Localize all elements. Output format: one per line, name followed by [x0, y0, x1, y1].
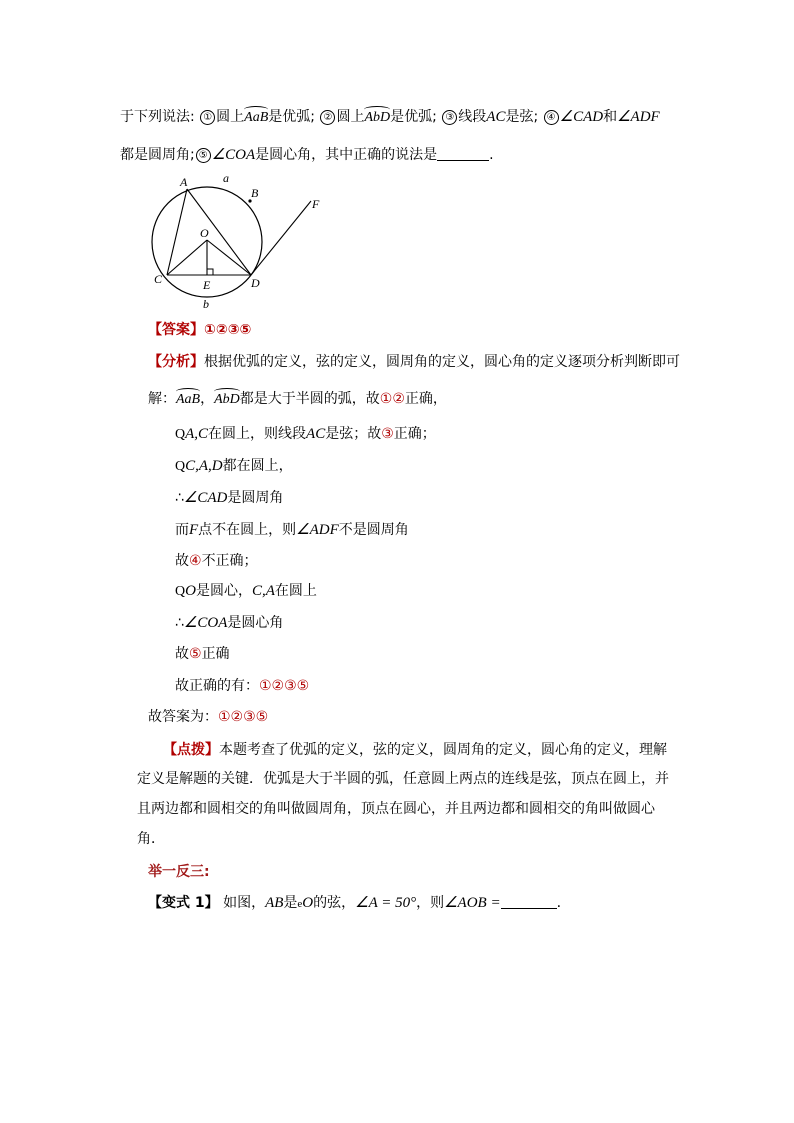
label-arc-a: a [223, 171, 229, 185]
solution-sep: ， [200, 391, 215, 407]
solution-line-10 [175, 677, 309, 695]
angle-coa-2: ∠COA [183, 615, 228, 631]
practice-t1: 如图， [218, 895, 266, 911]
solution-l11-prefix: 故答案为： [148, 709, 218, 725]
item-1-tail: 是优弧; [268, 109, 315, 125]
angle-cad: ∠CAD [559, 109, 604, 125]
item-4-number: ④ [544, 110, 559, 125]
solution-line-7 [175, 582, 317, 601]
item-1-number: ① [200, 110, 215, 125]
tip-text-3: 且两边都和圆相交的角叫做圆周角，顶点在圆心，并且两边都和圆相交的角叫做圆心 [137, 801, 655, 817]
because-symbol: Q [175, 584, 186, 599]
circle-symbol: e [297, 898, 303, 910]
solution-arc-abd: AbD [214, 392, 240, 407]
angle-adf: ∠ADF [617, 109, 660, 125]
answer-value: ①②③⑤ [204, 322, 252, 338]
answer-line [148, 321, 251, 339]
solution-l7-mid: 是圆心， [195, 583, 252, 599]
practice-heading: 举一反三: [148, 864, 210, 880]
question-line2-prefix: 都是圆周角; [120, 147, 195, 163]
practice-end-dot: . [556, 895, 562, 911]
label-arc-b: b [203, 297, 209, 311]
solution-l10-nums: ①②③⑤ [259, 678, 310, 694]
tip-line-2 [137, 770, 669, 788]
item-3-number: ③ [442, 110, 457, 125]
answer-blank [437, 146, 489, 161]
solution-l1-tail: 正确， [404, 391, 447, 407]
item-2-tail: 是优弧; [390, 109, 437, 125]
solution-l8-tail: 是圆心角 [227, 615, 284, 631]
item-1-text: 圆上 [216, 109, 245, 125]
solution-line-5 [175, 521, 409, 539]
angle-aob: ∠AOB = [444, 895, 501, 911]
solution-line-4 [175, 489, 283, 507]
solution-l2-num: ③ [381, 426, 394, 442]
tip-tag: 【点拨】 [163, 742, 219, 758]
tip-line-4 [137, 830, 165, 848]
chord-ad [187, 189, 251, 275]
item-3-text: 线段 [458, 109, 487, 125]
solution-l10-prefix: 故正确的有： [175, 678, 259, 694]
item-3-tail: 是弦; [505, 109, 539, 125]
solution-l2-mid2: 是弦；故 [325, 426, 382, 442]
question-prefix: 于下列说法: [120, 109, 195, 125]
answer-tag: 【答案】 [148, 322, 204, 338]
arc-abd: AbD [364, 110, 391, 125]
solution-l9-prefix: 故 [175, 646, 189, 662]
circle-figure [145, 165, 335, 315]
point-o: O [185, 583, 196, 599]
tip-text-4: 角． [137, 831, 165, 847]
solution-l1-mid: 都是大于半圆的弧，故 [239, 391, 380, 407]
solution-l9-tail: 正确 [201, 646, 230, 662]
solution-arc-aab: AaB [176, 392, 201, 407]
angle-a-value: ∠A = 50° [355, 895, 417, 911]
line-df [251, 201, 311, 275]
point-f: F [189, 522, 199, 538]
label-f: F [312, 197, 320, 211]
practice-t4: ，则 [416, 895, 445, 911]
tip-line-1 [163, 741, 667, 759]
points-cad: C,A,D [185, 458, 223, 474]
solution-line-11 [148, 708, 268, 726]
end-dot: . [489, 147, 494, 163]
item-5-number: ⑤ [196, 148, 211, 163]
analysis-tag: 【分析】 [148, 354, 204, 370]
solution-l9-num: ⑤ [189, 646, 202, 662]
solution-l1-nums: ①② [379, 391, 405, 407]
solution-l2-mid: 在圆上，则线段 [208, 426, 307, 442]
solution-line-6 [175, 552, 258, 570]
center-o: O [302, 895, 314, 911]
label-e: E [203, 278, 211, 292]
analysis-line [148, 353, 680, 371]
item-2-number: ② [320, 110, 335, 125]
label-a: A [180, 175, 188, 189]
practice-blank [501, 894, 557, 909]
variant-tag: 【变式 1】 [148, 895, 219, 911]
question-line2-tail: 是圆心角，其中正确的说法是 [255, 147, 438, 163]
solution-l5-tail: 不是圆周角 [338, 522, 409, 538]
tip-text-2: 定义是解题的关键．优弧是大于半圆的弧，任意圆上两点的连线是弦，顶点在圆上，并 [137, 771, 669, 787]
solution-l11-nums: ①②③⑤ [218, 709, 269, 725]
label-o: O [200, 226, 209, 240]
practice-line [148, 894, 561, 913]
points-ca: C,A [251, 583, 275, 599]
solution-line-9 [175, 645, 230, 663]
radius-oc [167, 240, 207, 275]
solution-line-8 [175, 614, 283, 632]
solution-l7-tail: 在圆上 [274, 583, 317, 599]
solution-line-1 [148, 390, 447, 409]
angle-adf-2: ∠ADF [296, 522, 339, 538]
and-word: 和 [603, 109, 618, 125]
solution-line-3 [175, 457, 293, 476]
solution-prefix: 解： [148, 391, 176, 407]
right-angle-mark [207, 269, 213, 275]
angle-cad-2: ∠CAD [183, 490, 228, 506]
label-b: B [251, 186, 259, 200]
solution-l5-prefix: 而 [175, 522, 189, 538]
points-ac: A,C [185, 426, 209, 442]
tip-line-3 [137, 800, 655, 818]
segment-ac-2: AC [306, 426, 326, 442]
solution-l6-prefix: 故 [175, 553, 189, 569]
tip-text-1: 本题考查了优弧的定义，弦的定义，圆周角的定义，圆心角的定义，理解 [219, 742, 667, 758]
solution-l4-tail: 是圆周角 [227, 490, 284, 506]
solution-l6-num: ④ [189, 553, 202, 569]
arc-aab: AaB [244, 110, 269, 125]
solution-line-2 [175, 425, 436, 444]
solution-l3-tail: 都在圆上， [222, 458, 293, 474]
item-2-text: 圆上 [336, 109, 365, 125]
practice-t2: 是 [283, 895, 298, 911]
label-c: C [154, 272, 163, 286]
therefore-symbol: ∴ [175, 490, 184, 506]
label-d: D [251, 276, 260, 290]
angle-coa: ∠COA [211, 147, 256, 163]
question-line-1 [120, 108, 660, 127]
analysis-text: 根据优弧的定义，弦的定义，圆周角的定义，圆心角的定义逐项分析判断即可 [204, 354, 680, 370]
because-symbol: Q [175, 427, 186, 442]
segment-ab: AB [265, 895, 284, 911]
solution-l5-mid: 点不在圆上，则 [198, 522, 297, 538]
solution-l2-tail: 正确； [393, 426, 436, 442]
because-symbol: Q [175, 459, 186, 474]
segment-ac: AC [486, 109, 506, 125]
therefore-symbol: ∴ [175, 615, 184, 631]
question-line-2 [120, 146, 494, 164]
solution-l6-tail: 不正确； [201, 553, 258, 569]
practice-t3: 的弦， [313, 895, 356, 911]
